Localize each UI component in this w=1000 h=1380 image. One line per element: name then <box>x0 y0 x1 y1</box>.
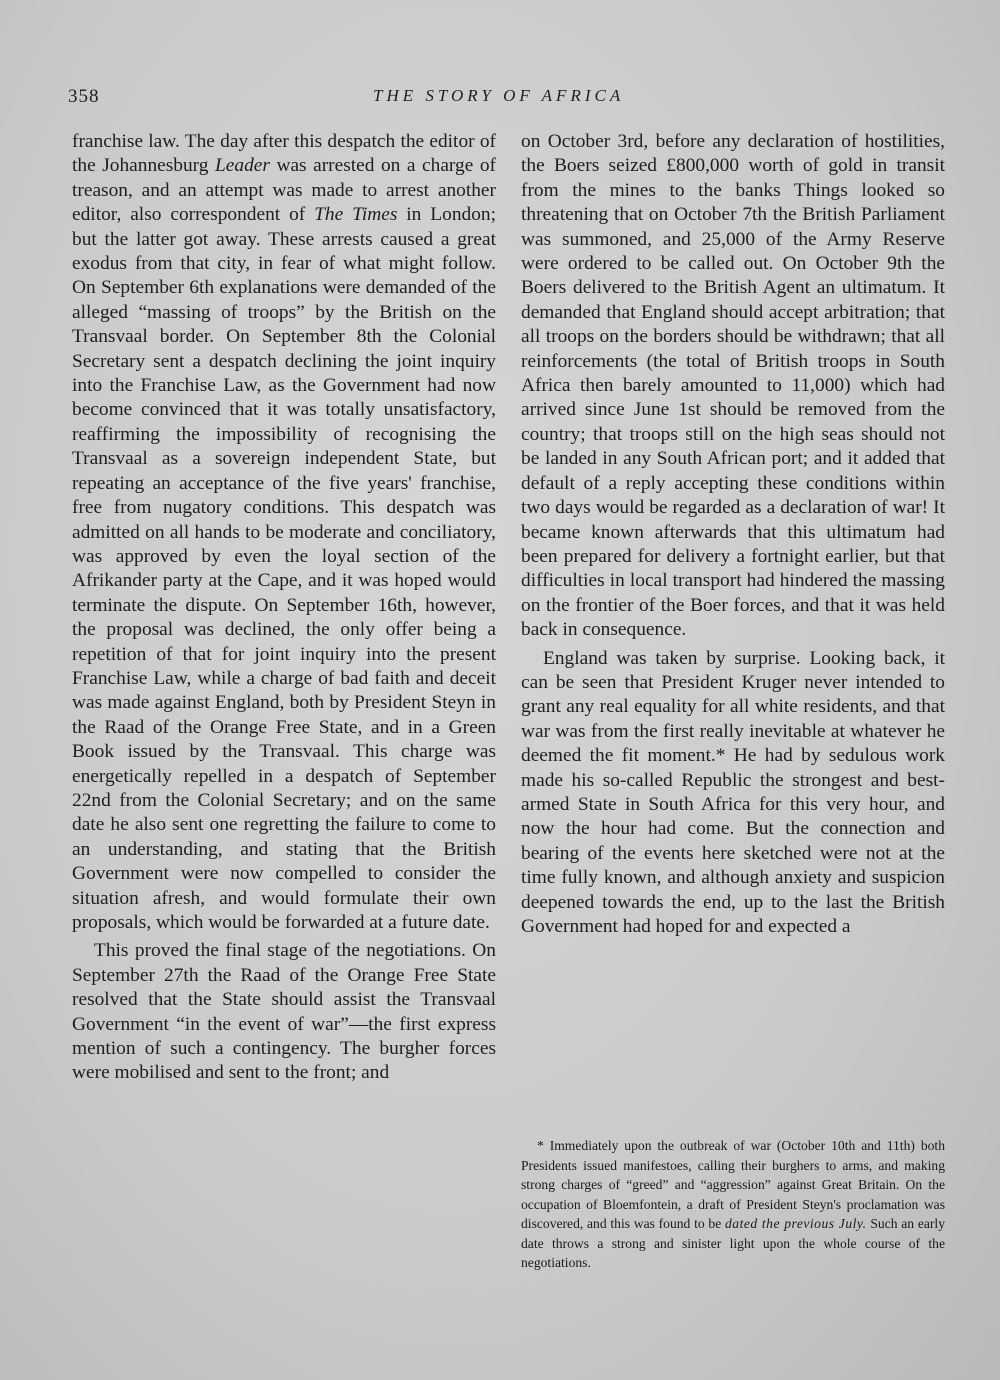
newspaper-title-times: The Times <box>314 204 398 226</box>
footnote-text-a: * Immediately upon the outbreak of war (October 10th and 11th) both Presidents issued manifestoes, calling their burghers to arms, and making strong charges of “greed” and “aggression” against Great Britain. On the occupation of Bloemfontein, a draft of President Steyn's proclamation was discovered, and this was found to be <box>521 1138 945 1231</box>
left-p1-text-b: was arrested on a charge of treason, and an attempt was made to arrest another editor, also correspondent of <box>72 155 496 226</box>
right-paragraph-1: on October 3rd, before any declaration of hostilities, the Boers seized £800,000 worth of gold in transit from the mines to the banks Things looked so threatening that on October 7th the British Parliament was summoned, and 25,000 of the Army Reserve were ordered to be called out. On October 9th the Boers delivered to the British Agent an ultimatum. It demanded that England should accept arbitration; that all troops on the borders should be withdrawn; that all reinforcements (the total of British troops in South Africa then barely amounted to 11,000) which had arrived since June 1st should be removed from the country; that troops still on the high seas should not be landed in any South African port; and it added that default of a reply accepting these conditions within two days would be regarded as a declaration of war! It became known afterwards that this ultimatum had been prepared for delivery a fortnight earlier, but that difficulties in local transport had hindered the massing on the frontier of the Boer forces, and that it was held back in consequence. <box>521 131 945 641</box>
right-paragraph-2: England was taken by surprise. Looking back, it can be seen that President Kruger never intended to grant any real equality for all white residents, and that war was from the first really inevitable at whatever he deemed the fit moment.* He had by sedulous work made his so-called Republic the strongest and best-armed State in South Africa for this very hour, and now the hour had come. But the connection and bearing of the events here sketched were not at the time fully known, and although anxiety and suspicion deepened towards the end, up to the last the British Government had hoped for and expected a <box>521 647 945 937</box>
footnote-italic: dated the previous July. <box>724 1216 867 1231</box>
left-column <box>72 130 496 1086</box>
footnote-text-b: Such an early date throws a strong and sinister light upon the whole course of the negotiations. <box>521 1216 945 1270</box>
left-p1-text-a: franchise law. The day after this despatch the editor of the Johannesburg <box>72 131 496 177</box>
page-number: 358 <box>68 86 100 107</box>
newspaper-title-leader: Leader <box>215 155 270 177</box>
footnote <box>521 1136 945 1273</box>
left-paragraph-2: This proved the final stage of the negotiations. On September 27th the Raad of the Orange Free State resolved that the State should assist the Transvaal Government “in the event of war”—the first express mention of such a contingency. The burgher forces were mobilised and sent to the front; and <box>72 940 496 1084</box>
left-paragraph-1 <box>72 130 496 935</box>
running-title: THE STORY OF AFRICA <box>373 86 625 105</box>
left-p1-text-c: in London; but the latter got away. These arrests caused a great exodus from that city, in fear of what might follow. On September 6th explanations were demanded of the alleged “massing of troops” by the British on the Transvaal border. On September 8th the Colonial Secretary sent a despatch declining the joint inquiry into the Franchise Law, as the Government had now become convinced that it was totally unsatisfactory, reaffirming the impossibility of recognising the Transvaal as a sovereign independent State, but repeating an acceptance of the five years' franchise, free from nugatory conditions. This despatch was admitted on all hands to be moderate and conciliatory, was approved by even the loyal section of the Afrikander party at the Cape, and it was hoped would terminate the dispute. On September 16th, however, the proposal was declined, the only offer being a repetition of that for joint inquiry into the present Franchise Law, while a charge of bad faith and deceit was made against England, both by President Steyn in the Raad of the Orange Free State, and in a Green Book issued by the Transvaal. This charge was energetically repelled in a despatch of September 22nd from the Colonial Secretary; and on the same date he also sent one regretting the failure to come to an understanding, and stating that the British Government were now compelled to consider the situation afresh, and would formulate their own proposals, which would be forwarded at a future date. <box>72 204 496 933</box>
right-column <box>521 130 945 939</box>
page-header <box>68 86 932 112</box>
